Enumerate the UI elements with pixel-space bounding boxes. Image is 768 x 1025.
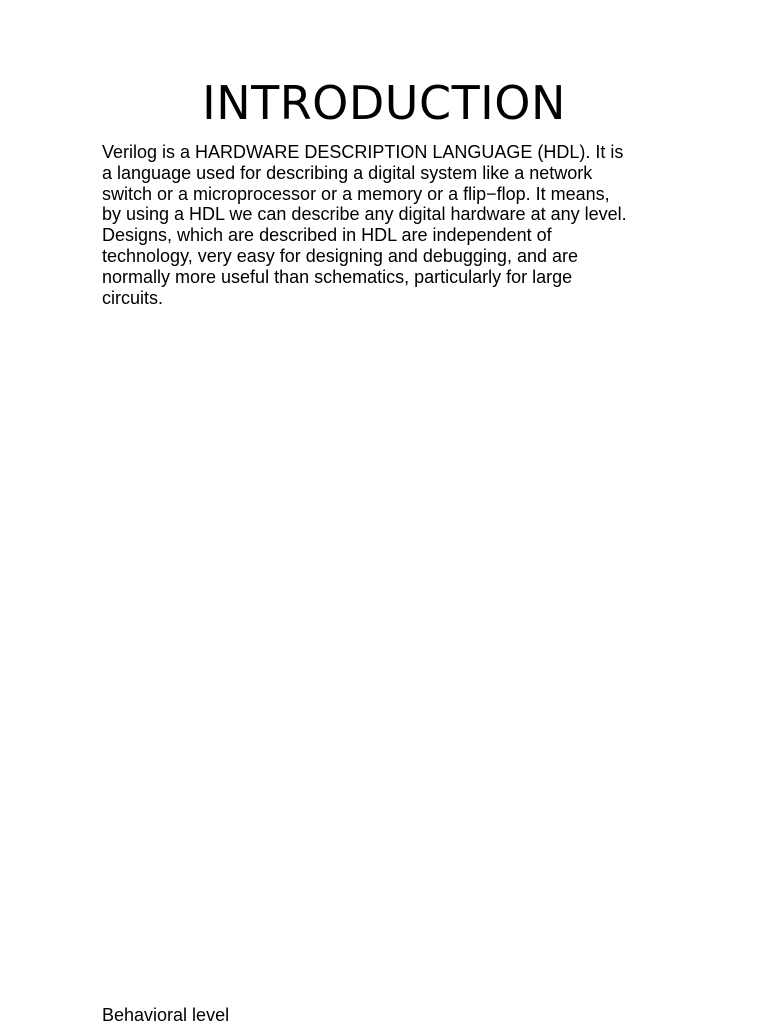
paragraph-line: circuits. — [102, 287, 164, 308]
paragraph-line: Verilog is a HARDWARE DESCRIPTION LANGUAGE (HDL). It is — [102, 142, 624, 162]
paragraph-line: by using a HDL we can describe any digital hardware at any level. — [102, 204, 627, 225]
paragraph-line: technology, very easy for designing and debugging, and are — [102, 245, 578, 266]
paragraph-line: normally more useful than schematics, particularly for large — [102, 266, 573, 287]
paragraph-line: Designs, which are described in HDL are independent of — [102, 225, 552, 246]
intro-paragraph — [102, 142, 672, 308]
section-heading-behavioral-level: Behavioral level — [102, 1005, 230, 1025]
paragraph-line: a language used for describing a digital system like a network — [102, 162, 593, 183]
page-title: INTRODUCTION — [202, 76, 566, 130]
paragraph-line: switch or a microprocessor or a memory or a flip−flop. It means, — [102, 183, 610, 204]
